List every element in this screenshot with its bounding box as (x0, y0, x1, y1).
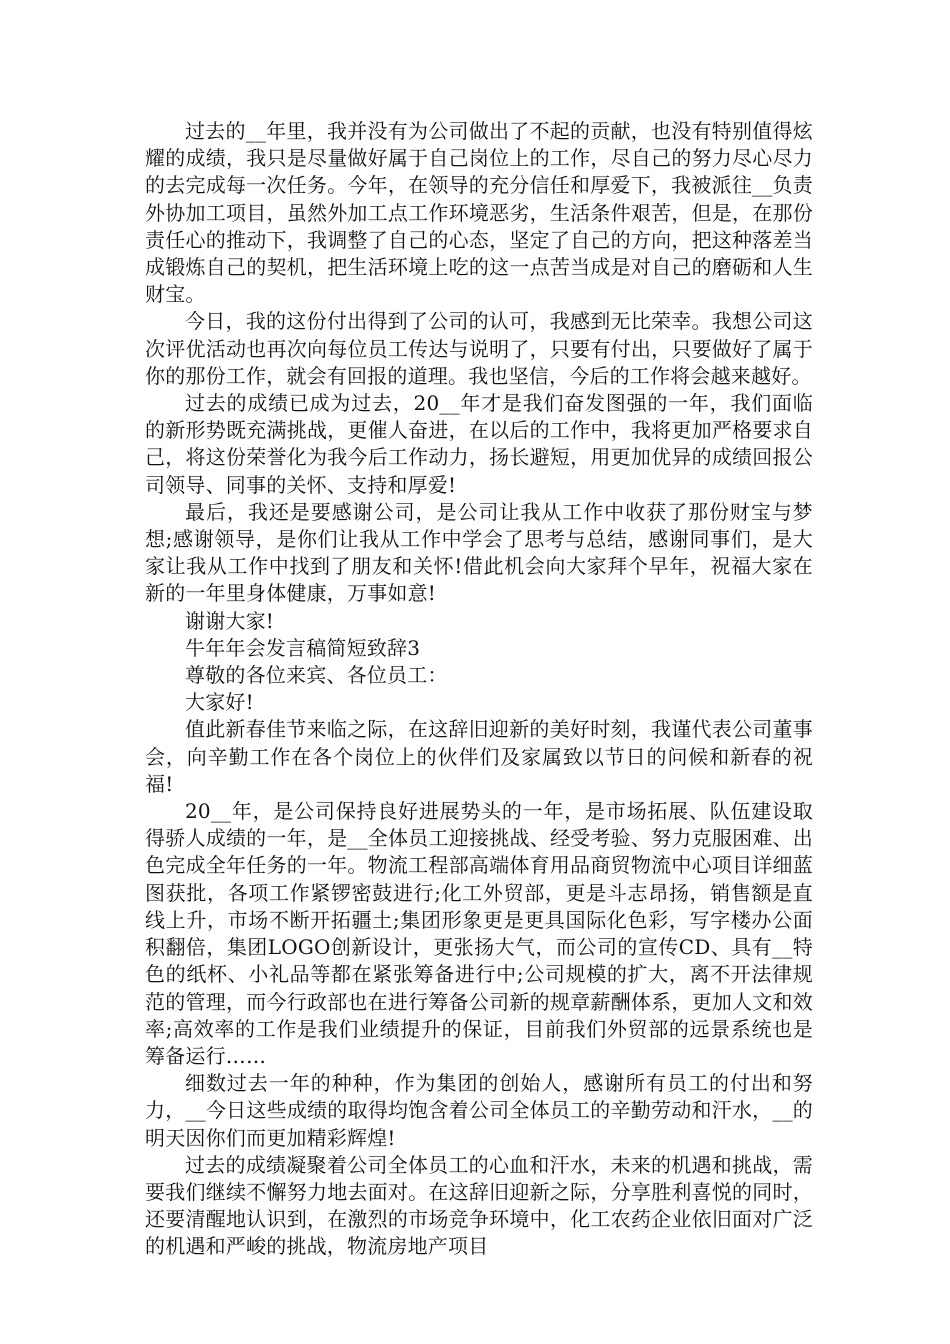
document-body (145, 118, 813, 1261)
paragraph: 今日，我的这份付出得到了公司的认可，我感到无比荣幸。我想公司这次评优活动也再次向每位员工传达与说明了，只要有付出，只要做好了属于你的那份工作，就会有回报的道理。我也坚信，今后的工作将会越来越好。 (145, 309, 813, 388)
salutation: 尊敬的各位来宾、各位员工： (185, 663, 448, 688)
paragraph: 过去的成绩已成为过去，20__年才是我们奋发图强的一年，我们面临的新形势既充满挑战，更催人奋进，在以后的工作中，我将更加严格要求自己，将这份荣誉化为我今后工作动力，扬长避短，用更加优异的成绩回报公司领导、同事的关怀、支持和厚爱! (145, 391, 813, 497)
paragraph: 细数过去一年的种种，作为集团的创始人，感谢所有员工的付出和努力，__今日这些成绩的取得均饱含着公司全体员工的辛勤劳动和汗水，__的明天因你们而更加精彩辉煌! (145, 1071, 813, 1150)
paragraph: 值此新春佳节来临之际，在这辞旧迎新的美好时刻，我谨代表公司董事会，向辛勤工作在各个岗位上的伙伴们及家属致以节日的问候和新春的祝福! (145, 717, 813, 796)
paragraph: 过去的__年里，我并没有为公司做出了不起的贡献，也没有特别值得炫耀的成绩，我只是尽量做好属于自己岗位上的工作，尽自己的努力尽心尽力的去完成每一次任务。今年，在领导的充分信任和厚爱下，我被派往__负责外协加工项目，虽然外加工点工作环境恶劣，生活条件艰苦，但是，在那份责任心的推动下，我调整了自己的心态，坚定了自己的方向，把这种落差当成锻炼自己的契机，把生活环境上吃的这一点苦当成是对自己的磨砺和人生财宝。 (145, 119, 813, 307)
paragraph: 20__年，是公司保持良好进展势头的一年，是市场拓展、队伍建设取得骄人成绩的一年，是__全体员工迎接挑战、经受考验、努力克服困难、出色完成全年任务的一年。物流工程部高端体育用品商贸物流中心项目详细蓝图获批，各项工作紧锣密鼓进行;化工外贸部，更是斗志昂扬，销售额是直线上升，市场不断开拓疆土;集团形象更是更具国际化色彩，写字楼办公面积翻倍，集团LOGO创新设计，更张扬大气，而公司的宣传CD、具有__特色的纸杯、小礼品等都在紧张筹备进行中;公司规模的扩大，离不开法律规范的管理，而今行政部也在进行筹备公司新的规章薪酬体系，更加人文和效率;高效率的工作是我们业绩提升的保证，目前我们外贸部的远景系统也是筹备运行…… (145, 799, 813, 1068)
section-title: 牛年年会发言稿简短致辞3 (185, 635, 421, 660)
paragraph: 过去的成绩凝聚着公司全体员工的心血和汗水，未来的机遇和挑战，需要我们继续不懈努力地去面对。在这辞旧迎新之际，分享胜利喜悦的同时，还要清醒地认识到，在激烈的市场竞争环境中，化工农药企业依旧面对广泛的机遇和严峻的挑战，物流房地产项目 (145, 1152, 813, 1259)
paragraph: 谢谢大家! (185, 608, 275, 633)
greeting: 大家好! (185, 690, 254, 715)
paragraph: 最后，我还是要感谢公司，是公司让我从工作中收获了那份财宝与梦想;感谢领导，是你们让我从工作中学会了思考与总结，感谢同事们，是大家让我从工作中找到了朋友和关怀!借此机会向大家拜个早年，祝福大家在新的一年里身体健康，万事如意! (145, 499, 813, 606)
